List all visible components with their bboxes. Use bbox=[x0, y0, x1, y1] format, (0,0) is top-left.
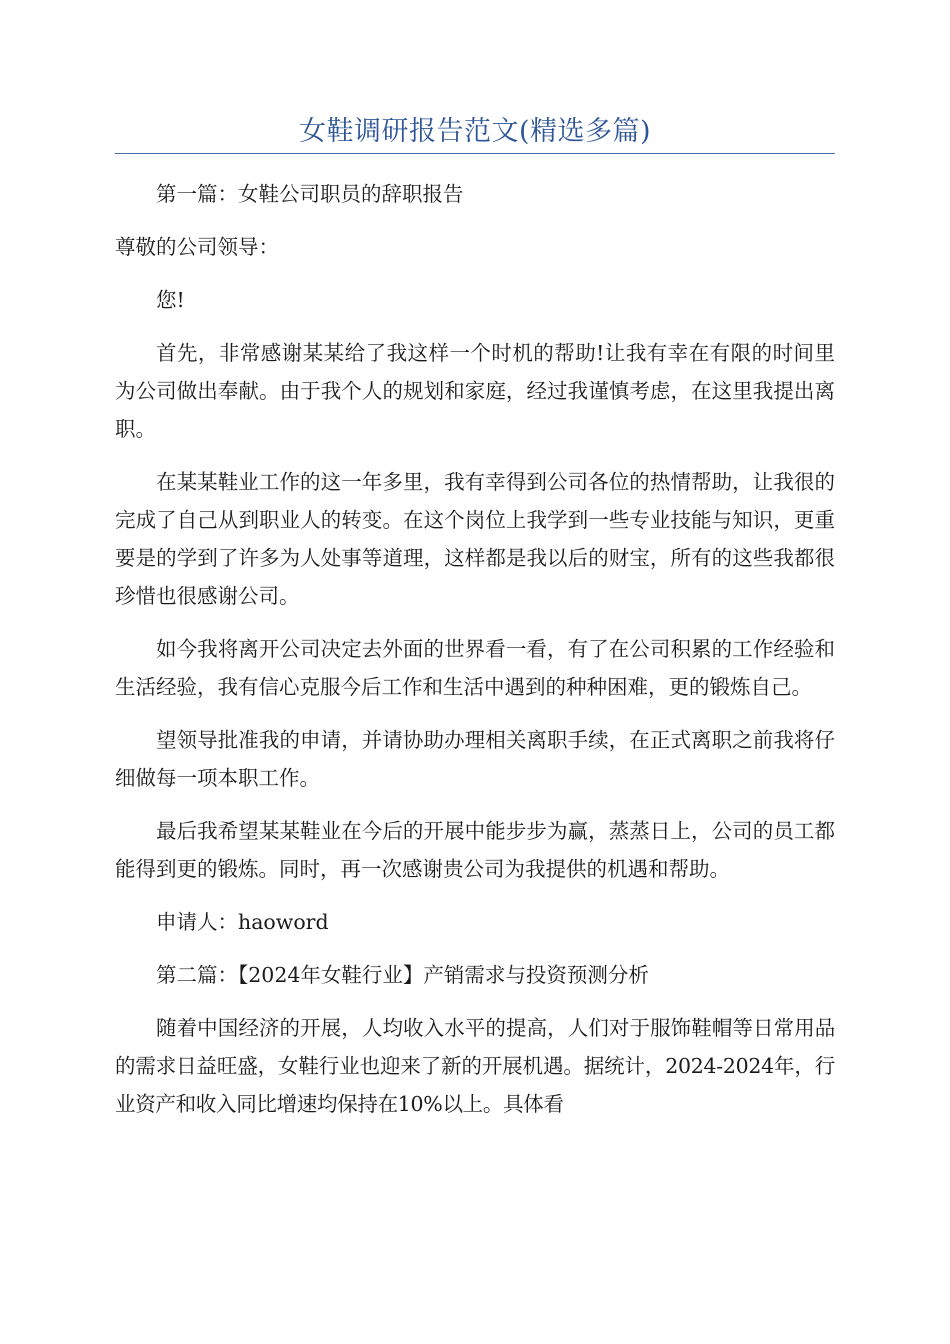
document-body bbox=[115, 175, 835, 1138]
section-heading-2: 第二篇：【2024年女鞋行业】产销需求与投资预测分析 bbox=[156, 963, 649, 987]
body-paragraph: 随着中国经济的开展，人均收入水平的提高，人们对于服饰鞋帽等日常用品的需求日益旺盛，女鞋行业也迎来了新的开展机遇。据统计，2024-2024年，行业资产和收入同比增速均保持在10%以上。具体看 bbox=[115, 1016, 835, 1116]
body-paragraph: 望领导批准我的申请，并请协助办理相关离职手续，在正式离职之前我将仔细做每一项本职工作。 bbox=[115, 728, 835, 790]
body-paragraph: 首先，非常感谢某某给了我这样一个时机的帮助!让我有幸在有限的时间里为公司做出奉献。由于我个人的规划和家庭，经过我谨慎考虑，在这里我提出离职。 bbox=[115, 341, 835, 441]
body-paragraph: 如今我将离开公司决定去外面的世界看一看，有了在公司积累的工作经验和生活经验，我有信心克服今后工作和生活中遇到的种种困难，更的锻炼自己。 bbox=[115, 637, 835, 699]
title-underline bbox=[115, 153, 835, 154]
body-paragraph: 最后我希望某某鞋业在今后的开展中能步步为赢，蒸蒸日上，公司的员工都能得到更的锻炼。同时，再一次感谢贵公司为我提供的机遇和帮助。 bbox=[115, 819, 835, 881]
signature-line: 申请人：haoword bbox=[156, 910, 329, 934]
document-title: 女鞋调研报告范文(精选多篇) bbox=[298, 116, 652, 147]
greeting: 您! bbox=[156, 288, 185, 312]
section-heading-1: 第一篇：女鞋公司职员的辞职报告 bbox=[156, 182, 464, 206]
salutation: 尊敬的公司领导： bbox=[115, 235, 279, 259]
body-paragraph: 在某某鞋业工作的这一年多里，我有幸得到公司各位的热情帮助，让我很的完成了自己从到职业人的转变。在这个岗位上我学到一些专业技能与知识，更重要是的学到了许多为人处事等道理，这样都是我以后的财宝，所有的这些我都很珍惜也很感谢公司。 bbox=[115, 470, 835, 608]
